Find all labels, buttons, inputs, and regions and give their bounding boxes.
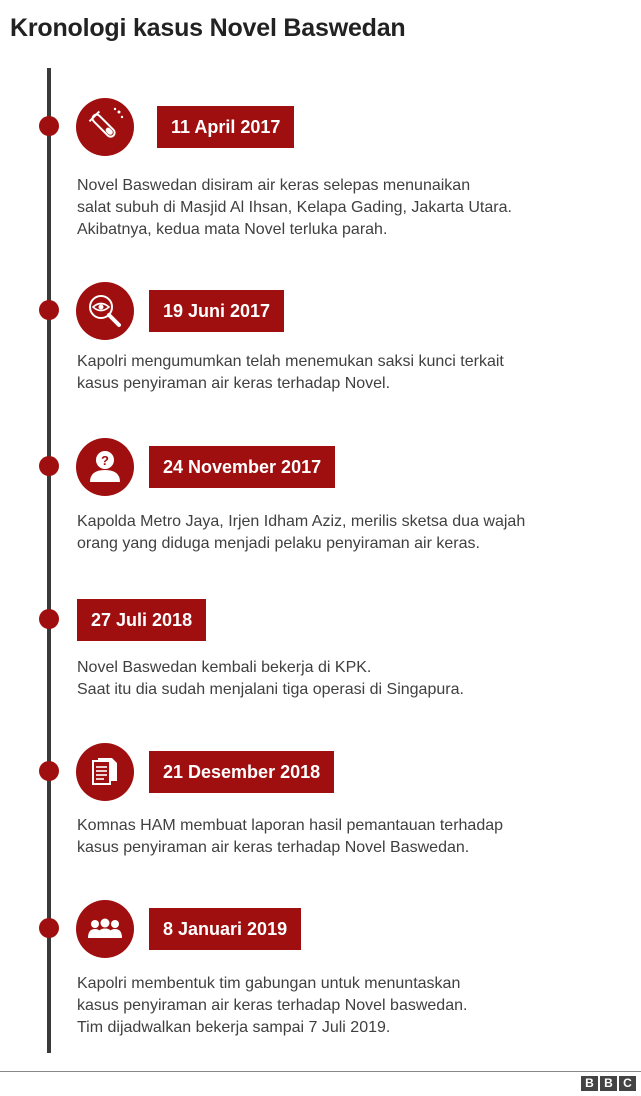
event-description: Kapolri mengumumkan telah menemukan saksi kunci terkait kasus penyiraman air keras terhadap Novel.	[77, 353, 504, 392]
event-description: Kapolda Metro Jaya, Irjen Idham Aziz, merilis sketsa dua wajah orang yang diduga menjadi pelaku penyiraman air keras.	[77, 513, 526, 552]
group-people-icon	[76, 900, 134, 958]
event-date: 21 Desember 2018	[149, 751, 334, 793]
event-date: 27 Juli 2018	[77, 599, 206, 641]
footer-divider	[0, 1071, 641, 1072]
svg-text:?: ?	[101, 453, 109, 468]
document-icon	[76, 743, 134, 801]
event-description: Novel Baswedan kembali bekerja di KPK. Saat itu dia sudah menjalani tiga operasi di Singapura.	[77, 659, 464, 698]
event-date: 8 Januari 2019	[149, 908, 301, 950]
unknown-person-icon	[76, 438, 134, 496]
event-date: 11 April 2017	[157, 106, 294, 148]
timeline-dot	[39, 609, 59, 629]
event-description: Komnas HAM membuat laporan hasil pemantauan terhadap kasus penyiraman air keras terhadap Novel Baswedan.	[77, 817, 504, 856]
magnifier-eye-icon	[76, 282, 134, 340]
bbc-logo: B B C	[581, 1076, 636, 1091]
timeline-dot	[39, 116, 59, 136]
timeline-dot	[39, 300, 59, 320]
timeline-spine	[47, 68, 51, 1053]
event-description: Kapolri membentuk tim gabungan untuk menuntaskan kasus penyiraman air keras terhadap Novel baswedan. Tim dijadwalkan bekerja sampai 7 Juli 2019.	[77, 975, 468, 1036]
timeline-dot	[39, 761, 59, 781]
test-tube-icon	[76, 98, 134, 156]
event-date: 19 Juni 2017	[149, 290, 284, 332]
event-date: 24 November 2017	[149, 446, 335, 488]
timeline-dot	[39, 456, 59, 476]
timeline-dot	[39, 918, 59, 938]
event-description: Novel Baswedan disiram air keras selepas menunaikan salat subuh di Masjid Al Ihsan, Kelapa Gading, Jakarta Utara. Akibatnya, kedua mata Novel terluka parah.	[77, 177, 512, 238]
page-title: Kronologi kasus Novel Baswedan	[10, 14, 406, 42]
